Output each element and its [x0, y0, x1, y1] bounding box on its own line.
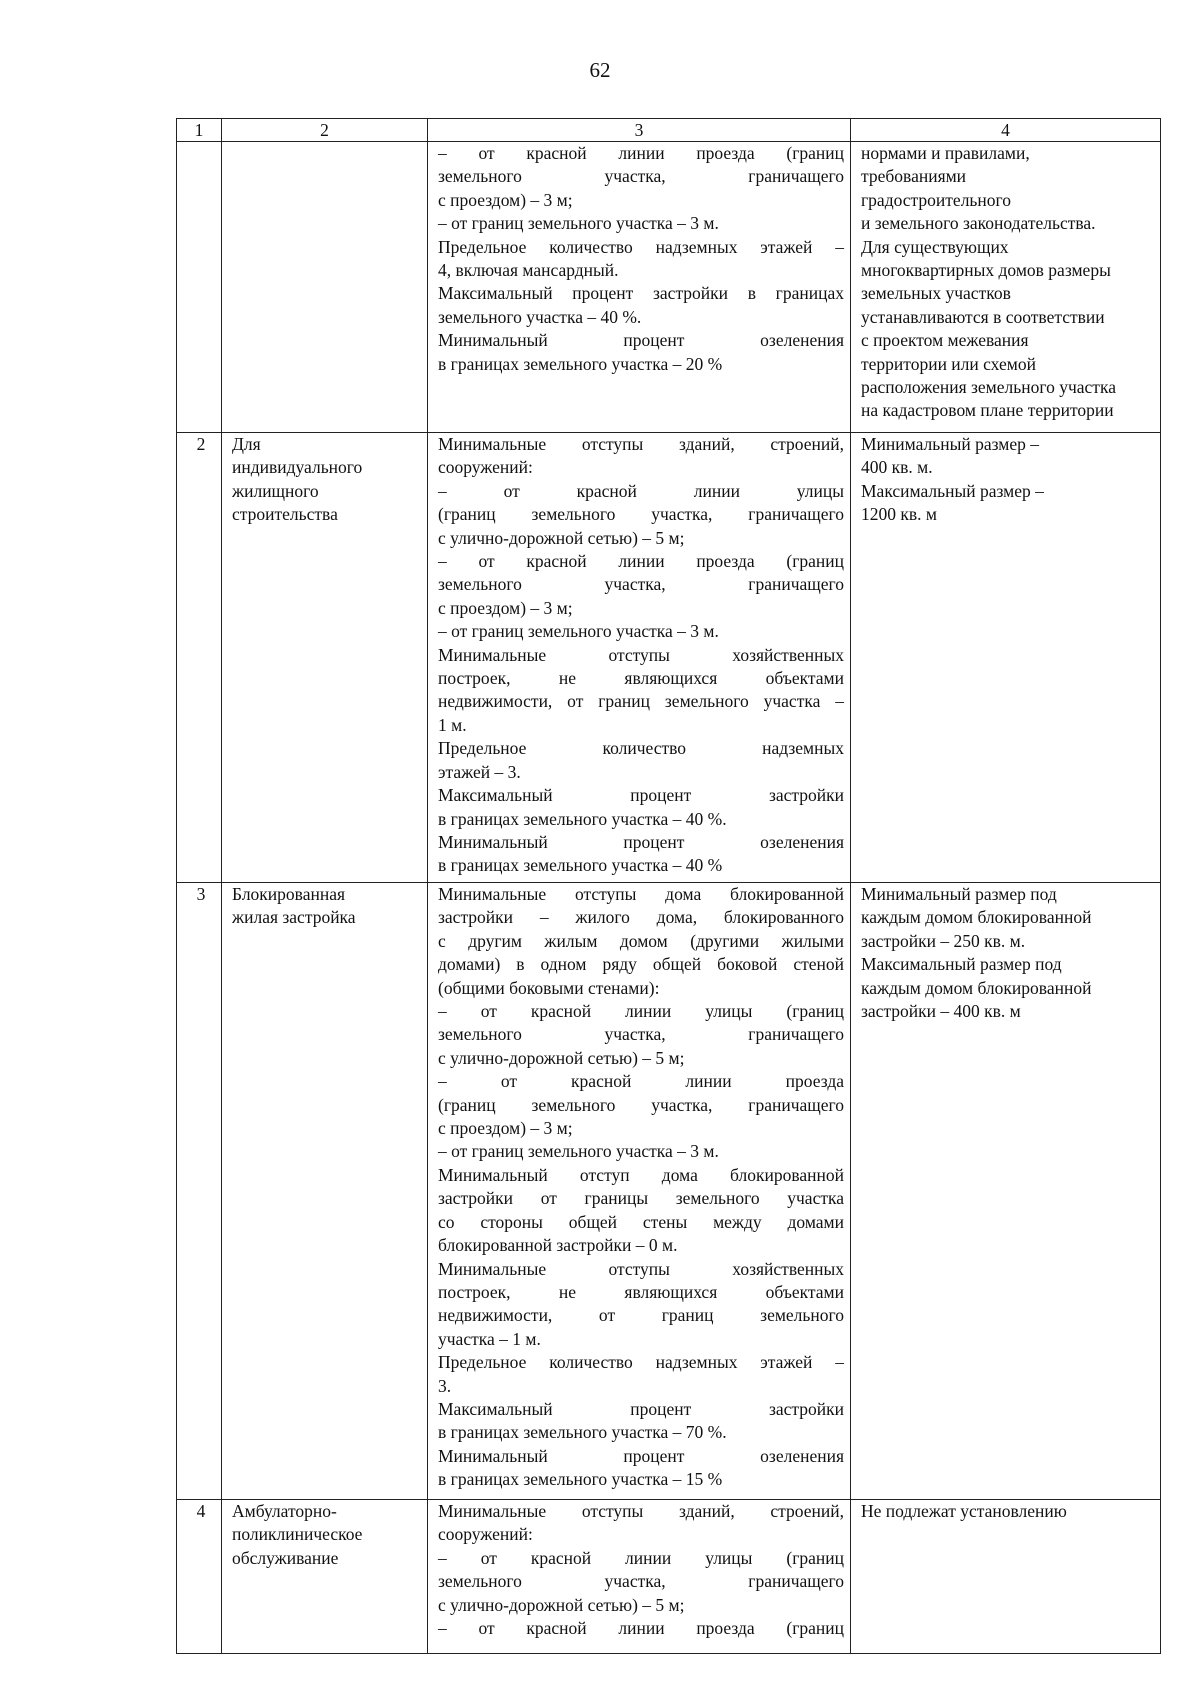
cell-text-line: индивидуального — [232, 457, 363, 478]
table-row — [177, 1500, 1161, 1654]
cell-text-line: земельных участков — [861, 283, 1011, 304]
parameter-text-line: 1 м. — [438, 714, 467, 735]
parameter-text-line: Предельное количество надземных этажей – — [438, 1352, 844, 1373]
parameter-text-line: в границах земельного участка – 15 % — [438, 1469, 723, 1490]
parameter-text-line: со стороны общей стены между домами — [438, 1211, 844, 1232]
land-use-name-cell — [222, 433, 428, 883]
parameter-text-line: в границах земельного участка – 20 % — [438, 353, 723, 374]
cell-text-line: расположения земельного участка — [861, 377, 1116, 398]
parameter-text-line: – от красной линии улицы (границ — [438, 1001, 844, 1022]
parameter-text-line: участка – 1 м. — [438, 1328, 541, 1349]
parameter-text-line: (границ земельного участка, граничащего — [438, 1094, 844, 1115]
parameter-text-line: Предельное количество надземных этажей – — [438, 236, 844, 257]
cell-text-line: Минимальный размер – — [861, 434, 1040, 454]
parameter-text-line: – от красной линии проезда (границ — [438, 551, 844, 572]
parameter-text-line: Минимальный процент озеленения — [438, 330, 844, 351]
parameters-cell — [428, 433, 851, 883]
parameters-cell — [428, 142, 851, 433]
parameters-cell — [428, 1500, 851, 1654]
cell-text-line: Максимальный размер под — [861, 954, 1062, 975]
parameter-text-line: земельного участка – 40 %. — [438, 306, 642, 327]
parameter-text-line: этажей – 3. — [438, 761, 521, 782]
cell-text-line: Блокированная — [232, 884, 346, 904]
parameters-cell — [428, 883, 851, 1500]
parameter-text-line: с улично-дорожной сетью) – 5 м; — [438, 527, 685, 548]
parameter-text-line: с проездом) – 3 м; — [438, 1118, 573, 1139]
row-number-cell: 3 — [177, 883, 222, 1500]
row-number-cell: 2 — [177, 433, 222, 883]
header-cell-1: 1 — [177, 119, 222, 142]
cell-text-line: устанавливаются в соответствии — [861, 306, 1105, 327]
parameter-text-line: земельного участка, граничащего — [438, 166, 844, 187]
plot-size-cell — [851, 142, 1161, 433]
land-use-name-cell — [222, 142, 428, 433]
parameter-text-line: застройки от границы земельного участка — [438, 1188, 844, 1209]
table-row — [177, 883, 1161, 1500]
cell-text-line: требованиями — [861, 166, 967, 187]
cell-text-line: Для — [232, 434, 261, 454]
parameter-text-line: Минимальный процент озеленения — [438, 1445, 844, 1466]
parameter-text-line: (границ земельного участка, граничащего — [438, 504, 844, 525]
row-number-cell: 4 — [177, 1500, 222, 1654]
header-cell-3: 3 — [428, 119, 851, 142]
parameter-text-line: – от границ земельного участка – 3 м. — [438, 1141, 719, 1162]
parameter-text-line: сооружений: — [438, 457, 533, 478]
parameter-text-line: Минимальные отступы зданий, строений, — [438, 1501, 844, 1521]
plot-size-cell — [851, 1500, 1161, 1654]
cell-text-line: Амбулаторно- — [232, 1501, 337, 1521]
cell-text-line: Для существующих — [861, 236, 1009, 257]
cell-text-line: каждым домом блокированной — [861, 977, 1092, 998]
table-header-row — [177, 119, 1161, 142]
parameter-text-line: – от красной линии проезда — [438, 1071, 844, 1092]
cell-text-line: территории или схемой — [861, 353, 1036, 374]
parameter-text-line: в границах земельного участка – 70 %. — [438, 1422, 727, 1443]
table-row — [177, 142, 1161, 433]
parameter-text-line: построек, не являющихся объектами — [438, 668, 844, 689]
parameter-text-line: построек, не являющихся объектами — [438, 1281, 844, 1302]
cell-text-line: нормами и правилами, — [861, 143, 1030, 163]
cell-text-line: с проектом межевания — [861, 330, 1029, 351]
parameter-text-line: с другим жилым домом (другими жилыми — [438, 930, 844, 951]
cell-text-line: застройки – 400 кв. м — [861, 1001, 1021, 1022]
parameter-text-line: недвижимости, от границ земельного — [438, 1305, 844, 1326]
cell-text-line: Не подлежат установлению — [861, 1501, 1067, 1521]
cell-text-line: на кадастровом плане территории — [861, 400, 1114, 421]
parameter-text-line: – от границ земельного участка – 3 м. — [438, 213, 719, 234]
parameter-text-line: – от границ земельного участка – 3 м. — [438, 621, 719, 642]
parameter-text-line: (общими боковыми стенами): — [438, 977, 660, 998]
parameter-text-line: в границах земельного участка – 40 %. — [438, 808, 727, 829]
parameter-text-line: Минимальные отступы хозяйственных — [438, 644, 844, 665]
land-use-name-cell — [222, 883, 428, 1500]
parameter-text-line: недвижимости, от границ земельного участка – — [438, 691, 844, 712]
cell-text-line: обслуживание — [232, 1547, 339, 1568]
header-cell-4: 4 — [851, 119, 1161, 142]
parameter-text-line: Минимальный процент озеленения — [438, 831, 844, 852]
page-number: 62 — [589, 58, 611, 82]
cell-text-line: 1200 кв. м — [861, 504, 937, 525]
parameter-text-line: домами) в одном ряду общей боковой стеной — [438, 954, 844, 975]
parameter-text-line: – от красной линии проезда (границ — [438, 1618, 844, 1639]
parameter-text-line: Минимальные отступы хозяйственных — [438, 1258, 844, 1279]
cell-text-line: жилищного — [232, 480, 319, 501]
parameter-text-line: с улично-дорожной сетью) – 5 м; — [438, 1047, 685, 1068]
parameter-text-line: земельного участка, граничащего — [438, 574, 844, 595]
cell-text-line: градостроительного — [861, 189, 1012, 210]
parameter-text-line: с проездом) – 3 м; — [438, 597, 573, 618]
parameter-text-line: – от красной линии проезда (границ — [438, 143, 844, 163]
parameter-text-line: Предельное количество надземных — [438, 738, 844, 759]
plot-size-cell — [851, 433, 1161, 883]
parameter-text-line: блокированной застройки – 0 м. — [438, 1235, 678, 1256]
parameter-text-line: Максимальный процент застройки — [438, 785, 844, 806]
parameter-text-line: Максимальный процент застройки — [438, 1398, 844, 1419]
table-row — [177, 433, 1161, 883]
parameter-text-line: с проездом) – 3 м; — [438, 189, 573, 210]
parameter-text-line: – от красной линии улицы — [438, 480, 844, 501]
parameter-text-line: с улично-дорожной сетью) – 5 м; — [438, 1594, 685, 1615]
parameter-text-line: 4, включая мансардный. — [438, 260, 619, 281]
cell-text-line: каждым домом блокированной — [861, 907, 1092, 928]
row-number-cell — [177, 142, 222, 433]
cell-text-line: и земельного законодательства. — [861, 213, 1096, 234]
parameter-text-line: в границах земельного участка – 40 % — [438, 855, 723, 876]
header-cell-2: 2 — [222, 119, 428, 142]
parameter-text-line: земельного участка, граничащего — [438, 1024, 844, 1045]
cell-text-line: Минимальный размер под — [861, 884, 1057, 904]
cell-text-line: жилая застройка — [232, 907, 356, 928]
parameter-text-line: земельного участка, граничащего — [438, 1571, 844, 1592]
regulations-table — [176, 118, 1161, 1654]
cell-text-line: застройки – 250 кв. м. — [861, 930, 1026, 951]
cell-text-line: строительства — [232, 504, 338, 525]
cell-text-line: 400 кв. м. — [861, 457, 933, 478]
parameter-text-line: застройки – жилого дома, блокированного — [438, 907, 844, 928]
parameter-text-line: сооружений: — [438, 1524, 533, 1545]
parameter-text-line: Минимальные отступы зданий, строений, — [438, 434, 844, 454]
parameter-text-line: Максимальный процент застройки в границах — [438, 283, 844, 304]
parameter-text-line: Минимальный отступ дома блокированной — [438, 1164, 844, 1185]
land-use-name-cell — [222, 1500, 428, 1654]
parameter-text-line: 3. — [438, 1375, 452, 1396]
cell-text-line: многоквартирных домов размеры — [861, 260, 1111, 281]
cell-text-line: поликлиническое — [232, 1524, 363, 1545]
parameter-text-line: – от красной линии улицы (границ — [438, 1547, 844, 1568]
plot-size-cell — [851, 883, 1161, 1500]
parameter-text-line: Минимальные отступы дома блокированной — [438, 884, 844, 904]
cell-text-line: Максимальный размер – — [861, 480, 1044, 501]
